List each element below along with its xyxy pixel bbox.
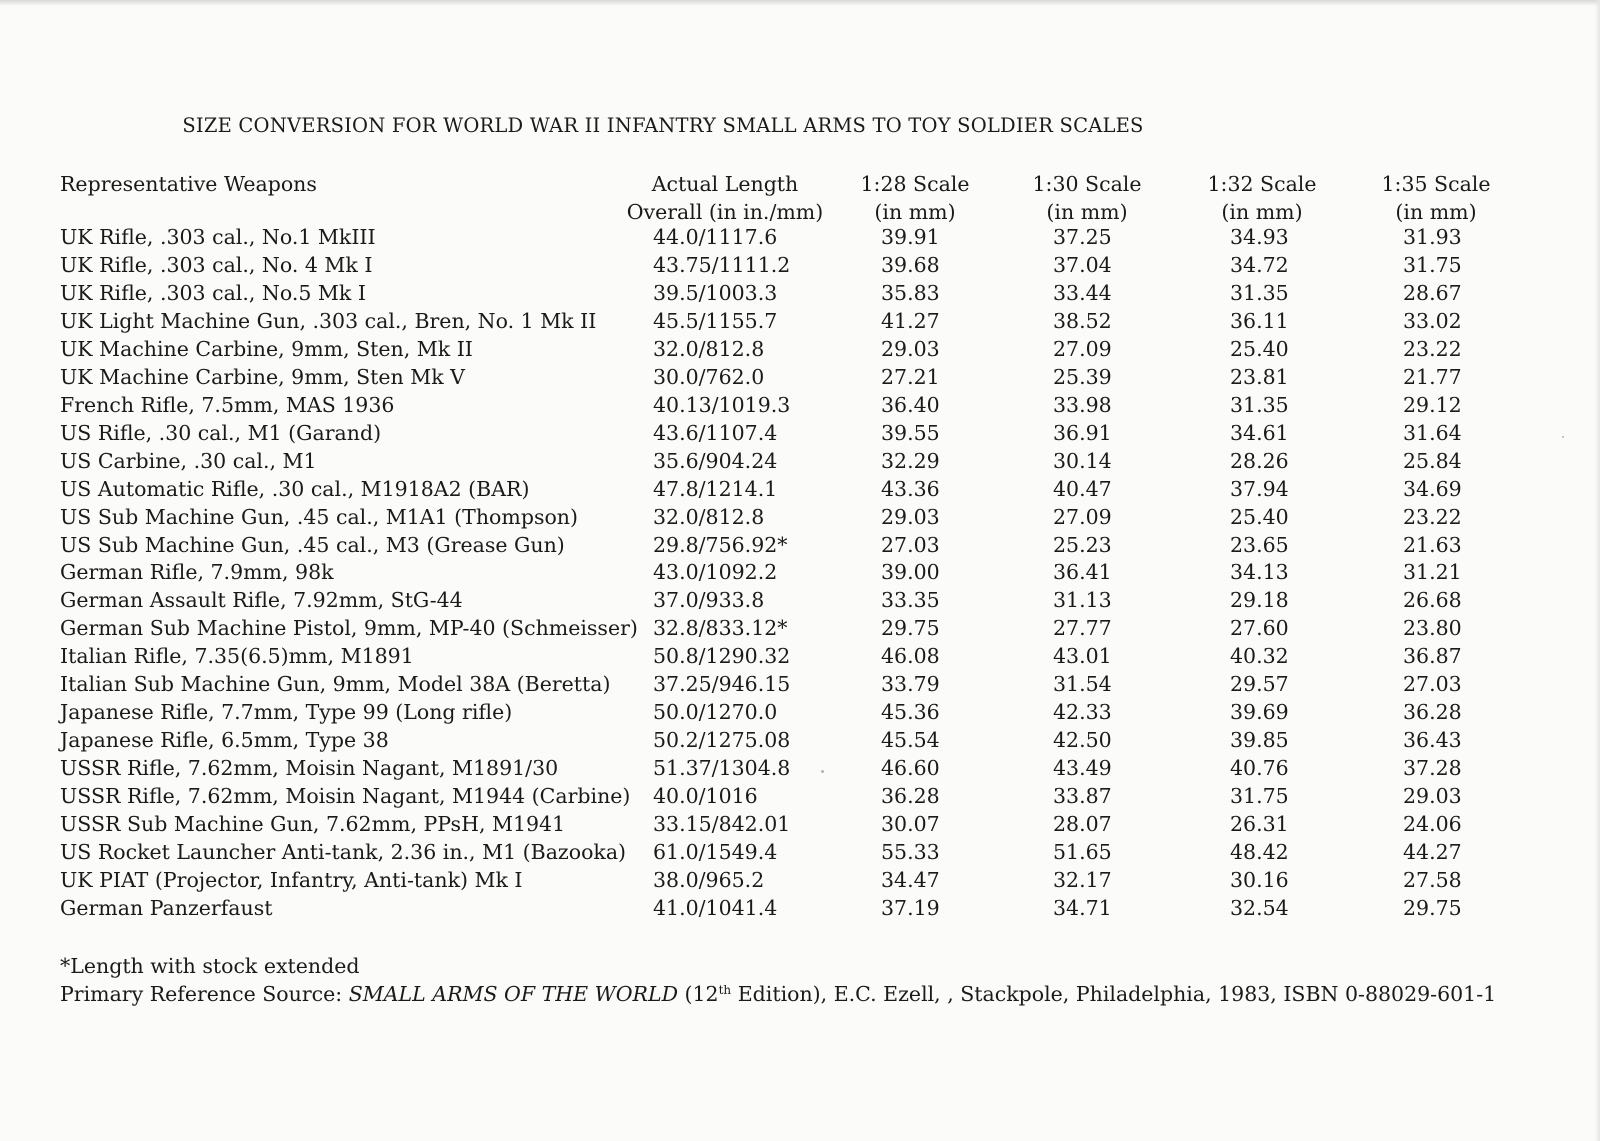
scale-1-28-value: 27.03: [881, 532, 940, 557]
scale-1-28-value: 27.21: [881, 364, 940, 389]
actual-length: 40.0/1016: [653, 784, 758, 808]
scale-1-35-value: 23.22: [1403, 336, 1462, 361]
table-row: [0, 223, 1600, 251]
scale-1-28-value: 43.36: [881, 476, 940, 501]
actual-length: 47.8/1214.1: [653, 476, 778, 501]
scale-1-28-value: 41.27: [881, 308, 940, 333]
header-scale-1-30-line1: 1:30 Scale: [1032, 172, 1142, 196]
scale-1-28-value: 39.68: [881, 252, 940, 277]
scale-1-28-value: 39.91: [881, 225, 940, 249]
source-edition-open: (12: [678, 982, 719, 1006]
weapon-name: UK Rifle, .303 cal., No.1 MkIII: [60, 225, 376, 249]
scale-1-30-value: 25.23: [1053, 532, 1112, 557]
scale-1-35-value: 29.03: [1403, 784, 1462, 808]
table-row: [0, 503, 1600, 531]
table-row: [0, 726, 1600, 754]
scale-1-28-value: 36.40: [881, 392, 940, 417]
table-row: [0, 307, 1600, 335]
weapon-name: UK Machine Carbine, 9mm, Sten Mk V: [60, 364, 465, 389]
scale-1-35-value: 31.75: [1403, 252, 1462, 277]
scale-1-35-value: 36.43: [1403, 728, 1462, 753]
scale-1-30-value: 36.91: [1053, 420, 1112, 445]
scale-1-32-value: 34.93: [1230, 225, 1289, 249]
actual-length: 50.8/1290.32: [653, 644, 791, 669]
scale-1-32-value: 31.35: [1230, 280, 1289, 305]
header-scale-1-28: [855, 170, 975, 226]
scale-1-30-value: 43.49: [1053, 756, 1112, 780]
scale-1-30-value: 34.71: [1053, 895, 1112, 920]
actual-length: 29.8/756.92*: [653, 532, 788, 557]
table-row: [0, 447, 1600, 475]
scale-1-30-value: 32.17: [1053, 867, 1112, 892]
scale-1-35-value: 27.03: [1403, 672, 1462, 697]
source-edition-rest: Edition), E.C. Ezell, , Stackpole, Philadelphia, 1983, ISBN 0-88029-601-1: [731, 982, 1497, 1006]
scale-1-32-value: 48.42: [1230, 839, 1289, 864]
scale-1-35-value: 24.06: [1403, 811, 1462, 836]
actual-length: 43.75/1111.2: [653, 252, 791, 277]
weapon-name: US Rifle, .30 cal., M1 (Garand): [60, 420, 382, 445]
weapon-name: French Rifle, 7.5mm, MAS 1936: [60, 392, 395, 417]
scale-1-32-value: 34.61: [1230, 420, 1289, 445]
scale-1-32-value: 26.31: [1230, 811, 1289, 836]
scale-1-35-value: 25.84: [1403, 448, 1462, 473]
scale-1-30-value: 31.13: [1053, 588, 1112, 613]
scale-1-30-value: 25.39: [1053, 364, 1112, 389]
source-edition-sup: th: [718, 983, 732, 997]
header-scale-1-28-line1: 1:28 Scale: [860, 172, 970, 196]
scale-1-32-value: 23.81: [1230, 364, 1289, 389]
scale-1-35-value: 31.21: [1403, 560, 1462, 585]
actual-length: 50.0/1270.0: [653, 700, 778, 725]
table-row: [0, 866, 1600, 894]
scale-1-32-value: 25.40: [1230, 504, 1289, 529]
scale-1-28-value: 46.60: [881, 756, 940, 780]
scale-1-30-value: 27.77: [1053, 616, 1112, 641]
table-row: [0, 558, 1600, 586]
table-row: [0, 279, 1600, 307]
scale-1-32-value: 37.94: [1230, 476, 1289, 501]
table-row: [0, 642, 1600, 670]
table-row: [0, 475, 1600, 503]
table-row: [0, 698, 1600, 726]
weapon-name: UK Rifle, .303 cal., No. 4 Mk I: [60, 252, 373, 277]
scale-1-32-value: 30.16: [1230, 867, 1289, 892]
header-actual-length-line2: Overall (in in./mm): [626, 200, 824, 224]
actual-length: 38.0/965.2: [653, 867, 765, 892]
table-row: [0, 670, 1600, 698]
scale-1-32-value: 28.26: [1230, 448, 1289, 473]
header-scale-1-35-line2: (in mm): [1395, 200, 1477, 224]
scale-1-28-value: 55.33: [881, 839, 940, 864]
scale-1-30-value: 30.14: [1053, 448, 1112, 473]
scale-1-30-value: 27.09: [1053, 336, 1112, 361]
actual-length: 35.6/904.24: [653, 448, 778, 473]
header-scale-1-32-line2: (in mm): [1221, 200, 1303, 224]
actual-length: 41.0/1041.4: [653, 895, 778, 920]
scale-1-35-value: 21.63: [1403, 532, 1462, 557]
scale-1-35-value: 37.28: [1403, 756, 1462, 780]
scale-1-28-value: 36.28: [881, 784, 940, 808]
scale-1-30-value: 51.65: [1053, 839, 1112, 864]
actual-length: 45.5/1155.7: [653, 308, 778, 333]
actual-length: 50.2/1275.08: [653, 728, 791, 753]
scale-1-30-value: 36.41: [1053, 560, 1112, 585]
scale-1-32-value: 36.11: [1230, 308, 1289, 333]
scale-1-32-value: 25.40: [1230, 336, 1289, 361]
scale-1-32-value: 31.35: [1230, 392, 1289, 417]
header-actual-length-line1: Actual Length: [651, 172, 799, 196]
table-row: [0, 363, 1600, 391]
table-row: [0, 810, 1600, 838]
weapon-name: USSR Rifle, 7.62mm, Moisin Nagant, M1944 (Carbine): [60, 784, 631, 808]
scale-1-28-value: 34.47: [881, 867, 940, 892]
table-row: [0, 391, 1600, 419]
scale-1-35-value: 26.68: [1403, 588, 1462, 613]
scale-1-35-value: 31.93: [1403, 225, 1462, 249]
header-scale-1-32-line1: 1:32 Scale: [1207, 172, 1317, 196]
scale-1-32-value: 29.57: [1230, 672, 1289, 697]
table-row: [0, 782, 1600, 810]
weapon-name: UK PIAT (Projector, Infantry, Anti-tank) Mk I: [60, 867, 523, 892]
scale-1-35-value: 34.69: [1403, 476, 1462, 501]
header-scale-1-35-line1: 1:35 Scale: [1381, 172, 1491, 196]
scale-1-35-value: 21.77: [1403, 364, 1462, 389]
header-scale-1-28-line2: (in mm): [874, 200, 956, 224]
scale-1-32-value: 27.60: [1230, 616, 1289, 641]
actual-length: 43.0/1092.2: [653, 560, 778, 585]
scale-1-35-value: 23.80: [1403, 616, 1462, 641]
scale-1-32-value: 31.75: [1230, 784, 1289, 808]
scale-1-35-value: 31.64: [1403, 420, 1462, 445]
weapon-name: Italian Sub Machine Gun, 9mm, Model 38A (Beretta): [60, 672, 611, 697]
weapon-name: German Panzerfaust: [60, 895, 273, 920]
scale-1-30-value: 33.44: [1053, 280, 1112, 305]
scale-1-30-value: 28.07: [1053, 811, 1112, 836]
scale-1-35-value: 44.27: [1403, 839, 1462, 864]
weapon-name: German Assault Rifle, 7.92mm, StG-44: [60, 588, 463, 613]
actual-length: 37.25/946.15: [653, 672, 791, 697]
table-row: [0, 754, 1600, 782]
scale-1-32-value: 23.65: [1230, 532, 1289, 557]
scan-edge-top: [0, 0, 1600, 6]
scale-1-35-value: 33.02: [1403, 308, 1462, 333]
table-row: [0, 894, 1600, 922]
actual-length: 32.0/812.8: [653, 336, 765, 361]
scale-1-30-value: 37.25: [1053, 225, 1112, 249]
scale-1-28-value: 32.29: [881, 448, 940, 473]
scale-1-28-value: 39.55: [881, 420, 940, 445]
weapon-name: Italian Rifle, 7.35(6.5)mm, M1891: [60, 644, 414, 669]
weapon-name: UK Machine Carbine, 9mm, Sten, Mk II: [60, 336, 473, 361]
footnote-source: [60, 980, 1496, 1008]
weapon-name: Japanese Rifle, 6.5mm, Type 38: [60, 728, 389, 753]
header-scale-1-35: [1376, 170, 1496, 226]
actual-length: 37.0/933.8: [653, 588, 765, 613]
table-row: [0, 614, 1600, 642]
actual-length: 40.13/1019.3: [653, 392, 791, 417]
footnote-stock: *Length with stock extended: [60, 954, 360, 978]
scale-1-30-value: 27.09: [1053, 504, 1112, 529]
scale-1-30-value: 31.54: [1053, 672, 1112, 697]
scale-1-32-value: 34.72: [1230, 252, 1289, 277]
scale-1-32-value: 34.13: [1230, 560, 1289, 585]
scale-1-32-value: 29.18: [1230, 588, 1289, 613]
scale-1-32-value: 40.32: [1230, 644, 1289, 669]
table-row: [0, 531, 1600, 559]
weapon-name: German Rifle, 7.9mm, 98k: [60, 560, 334, 585]
actual-length: 44.0/1117.6: [653, 225, 778, 249]
scale-1-32-value: 32.54: [1230, 895, 1289, 920]
weapon-name: US Rocket Launcher Anti-tank, 2.36 in., M1 (Bazooka): [60, 839, 627, 864]
scale-1-32-value: 39.85: [1230, 728, 1289, 753]
weapon-name: Japanese Rifle, 7.7mm, Type 99 (Long rifle): [60, 700, 513, 725]
scale-1-28-value: 29.03: [881, 504, 940, 529]
scale-1-30-value: 37.04: [1053, 252, 1112, 277]
scale-1-35-value: 27.58: [1403, 867, 1462, 892]
scale-1-30-value: 42.33: [1053, 700, 1112, 725]
scale-1-28-value: 46.08: [881, 644, 940, 669]
scale-1-35-value: 36.28: [1403, 700, 1462, 725]
actual-length: 32.0/812.8: [653, 504, 765, 529]
weapon-name: UK Rifle, .303 cal., No.5 Mk I: [60, 280, 366, 305]
weapon-name: UK Light Machine Gun, .303 cal., Bren, No. 1 Mk II: [60, 308, 597, 333]
weapon-name: US Sub Machine Gun, .45 cal., M3 (Grease Gun): [60, 532, 565, 557]
scale-1-35-value: 36.87: [1403, 644, 1462, 669]
scale-1-30-value: 38.52: [1053, 308, 1112, 333]
scale-1-35-value: 29.75: [1403, 895, 1462, 920]
weapon-name: USSR Rifle, 7.62mm, Moisin Nagant, M1891/30: [60, 756, 559, 780]
weapon-name: US Automatic Rifle, .30 cal., M1918A2 (BAR): [60, 476, 530, 501]
table-row: [0, 335, 1600, 363]
actual-length: 43.6/1107.4: [653, 420, 778, 445]
scale-1-30-value: 40.47: [1053, 476, 1112, 501]
table-row: [0, 419, 1600, 447]
header-actual-length: [620, 170, 830, 226]
scale-1-28-value: 29.03: [881, 336, 940, 361]
scale-1-28-value: 37.19: [881, 895, 940, 920]
scale-1-30-value: 33.98: [1053, 392, 1112, 417]
weapon-name: US Sub Machine Gun, .45 cal., M1A1 (Thompson): [60, 504, 579, 529]
scale-1-28-value: 33.79: [881, 672, 940, 697]
scale-1-30-value: 33.87: [1053, 784, 1112, 808]
scale-1-28-value: 33.35: [881, 588, 940, 613]
scale-1-28-value: 29.75: [881, 616, 940, 641]
header-scale-1-30: [1027, 170, 1147, 226]
actual-length: 61.0/1549.4: [653, 839, 778, 864]
weapon-name: German Sub Machine Pistol, 9mm, MP-40 (Schmeisser): [60, 616, 638, 641]
actual-length: 32.8/833.12*: [653, 616, 788, 641]
table-row: [0, 838, 1600, 866]
header-scale-1-32: [1202, 170, 1322, 226]
table-row: [0, 251, 1600, 279]
header-weapons: Representative Weapons: [60, 172, 317, 196]
scale-1-30-value: 43.01: [1053, 644, 1112, 669]
scale-1-28-value: 35.83: [881, 280, 940, 305]
scale-1-32-value: 40.76: [1230, 756, 1289, 780]
scale-1-28-value: 39.00: [881, 560, 940, 585]
actual-length: 30.0/762.0: [653, 364, 765, 389]
source-prefix: Primary Reference Source:: [60, 982, 349, 1006]
actual-length: 39.5/1003.3: [653, 280, 778, 305]
weapon-name: USSR Sub Machine Gun, 7.62mm, PPsH, M1941: [60, 811, 566, 836]
header-scale-1-30-line2: (in mm): [1046, 200, 1128, 224]
scale-1-35-value: 29.12: [1403, 392, 1462, 417]
weapon-name: US Carbine, .30 cal., M1: [60, 448, 317, 473]
table-row: [0, 586, 1600, 614]
actual-length: 33.15/842.01: [653, 811, 791, 836]
scale-1-28-value: 45.54: [881, 728, 940, 753]
page-title: SIZE CONVERSION FOR WORLD WAR II INFANTRY SMALL ARMS TO TOY SOLDIER SCALES: [182, 114, 1144, 137]
actual-length: 51.37/1304.8: [653, 756, 791, 780]
scale-1-32-value: 39.69: [1230, 700, 1289, 725]
scale-1-30-value: 42.50: [1053, 728, 1112, 753]
source-book-title: SMALL ARMS OF THE WORLD: [348, 982, 678, 1006]
scale-1-35-value: 28.67: [1403, 280, 1462, 305]
scale-1-35-value: 23.22: [1403, 504, 1462, 529]
scale-1-28-value: 45.36: [881, 700, 940, 725]
scale-1-28-value: 30.07: [881, 811, 940, 836]
